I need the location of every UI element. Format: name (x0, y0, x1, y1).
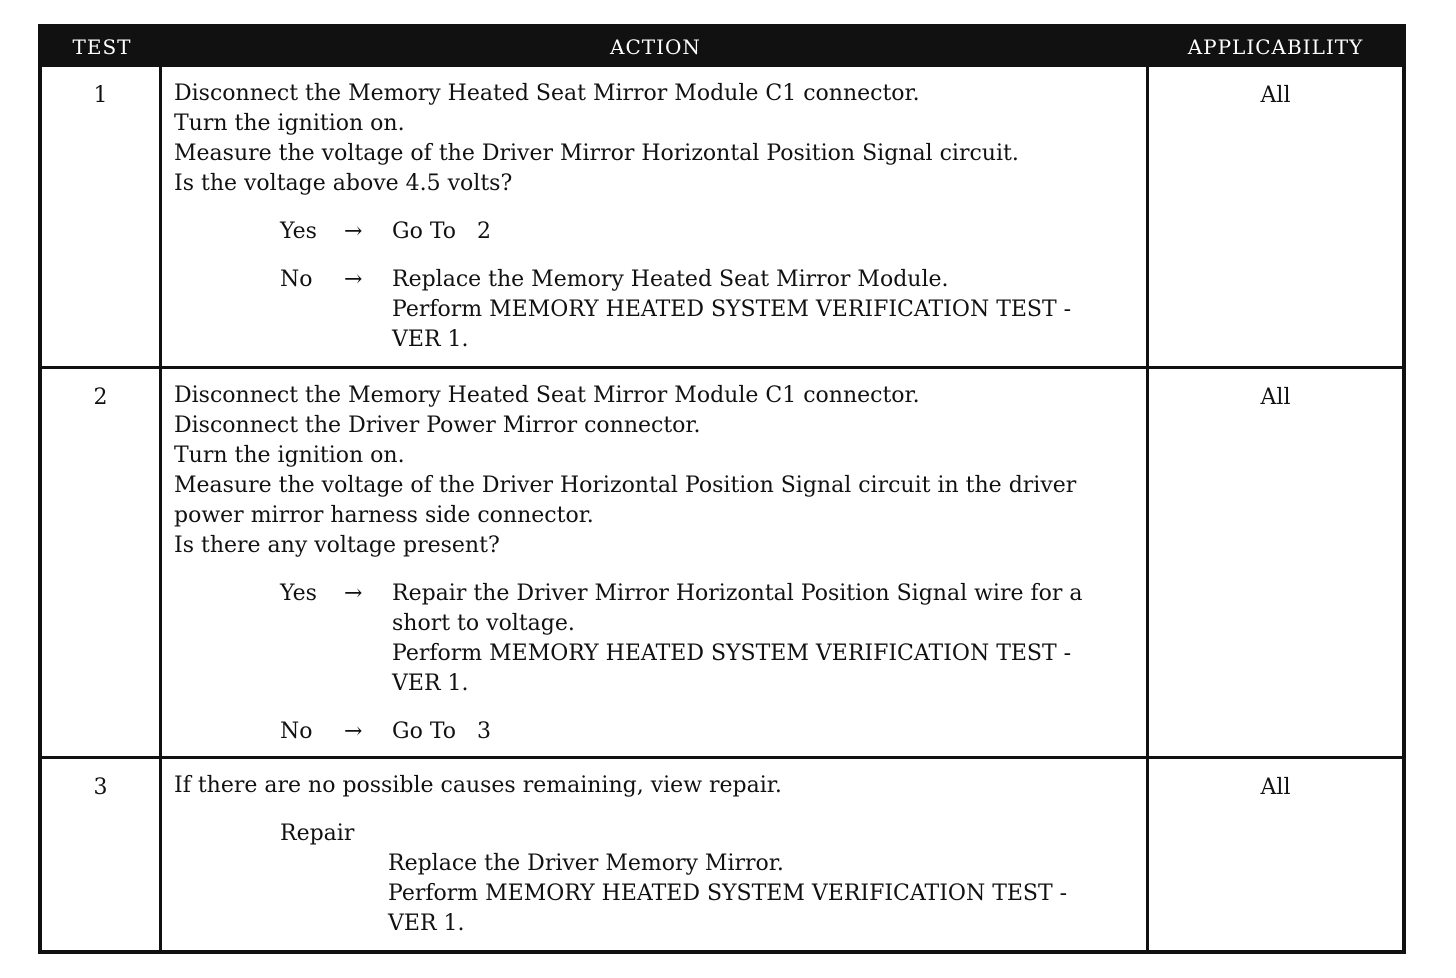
action-line: Disconnect the Memory Heated Seat Mirror Module C1 connector. (174, 383, 920, 408)
header-action: ACTION (610, 35, 701, 59)
arrow-right-icon: → (344, 267, 363, 292)
outcome-yes (174, 579, 1142, 699)
table-row (42, 369, 1402, 759)
arrow-right-icon: → (344, 219, 363, 244)
result-line: VER 1. (388, 911, 465, 936)
outcome-result (392, 265, 1142, 355)
action-line: Measure the voltage of the Driver Mirror Horizontal Position Signal circuit. (174, 141, 1019, 166)
header-test: TEST (72, 35, 132, 59)
outcome-result (392, 217, 1142, 247)
action-line: Disconnect the Memory Heated Seat Mirror Module C1 connector. (174, 81, 920, 106)
repair-result (388, 849, 1142, 939)
repair-label: Repair (280, 821, 355, 846)
outcome-result (392, 579, 1142, 699)
action-line: Is there any voltage present? (174, 533, 500, 558)
action-line: Measure the voltage of the Driver Horizontal Position Signal circuit in the driver (174, 473, 1077, 498)
result-line: Go To 3 (392, 719, 491, 744)
outcome-label: Yes (280, 581, 317, 606)
outcome-no (174, 717, 1142, 747)
table-header (42, 28, 1402, 67)
result-line: Go To 2 (392, 219, 491, 244)
action-line: If there are no possible causes remaining, view repair. (174, 773, 782, 798)
result-line: VER 1. (392, 327, 469, 352)
action-line: Turn the ignition on. (174, 443, 405, 468)
outcome-yes (174, 217, 1142, 247)
outcome-label: No (280, 267, 313, 292)
applicability-value: All (1260, 775, 1291, 800)
result-line: VER 1. (392, 671, 469, 696)
action-cell (162, 67, 1149, 366)
table-row (42, 67, 1402, 369)
outcome-label: No (280, 719, 313, 744)
action-line: Is the voltage above 4.5 volts? (174, 171, 513, 196)
table-row (42, 759, 1402, 950)
action-cell (162, 759, 1149, 950)
diagnostic-table (38, 24, 1406, 954)
applicability-value: All (1260, 385, 1291, 410)
result-line: Repair the Driver Mirror Horizontal Position Signal wire for a (392, 581, 1083, 606)
result-line: short to voltage. (392, 611, 575, 636)
result-line: Perform MEMORY HEATED SYSTEM VERIFICATION TEST - (388, 881, 1068, 906)
outcome-result (392, 717, 1142, 747)
action-cell (162, 369, 1149, 756)
header-applicability: APPLICABILITY (1187, 35, 1364, 59)
applicability-value: All (1260, 83, 1291, 108)
result-line: Replace the Memory Heated Seat Mirror Module. (392, 267, 949, 292)
arrow-right-icon: → (344, 581, 363, 606)
result-line: Replace the Driver Memory Mirror. (388, 851, 784, 876)
outcome-no (174, 265, 1142, 355)
result-line: Perform MEMORY HEATED SYSTEM VERIFICATION TEST - (392, 641, 1072, 666)
action-line: Disconnect the Driver Power Mirror connector. (174, 413, 701, 438)
test-number: 3 (42, 759, 162, 950)
outcome-label: Yes (280, 219, 317, 244)
arrow-right-icon: → (344, 719, 363, 744)
test-number: 1 (42, 67, 162, 366)
repair-block (174, 819, 1142, 939)
action-line: Turn the ignition on. (174, 111, 405, 136)
test-number: 2 (42, 369, 162, 756)
action-line: power mirror harness side connector. (174, 503, 594, 528)
result-line: Perform MEMORY HEATED SYSTEM VERIFICATION TEST - (392, 297, 1072, 322)
